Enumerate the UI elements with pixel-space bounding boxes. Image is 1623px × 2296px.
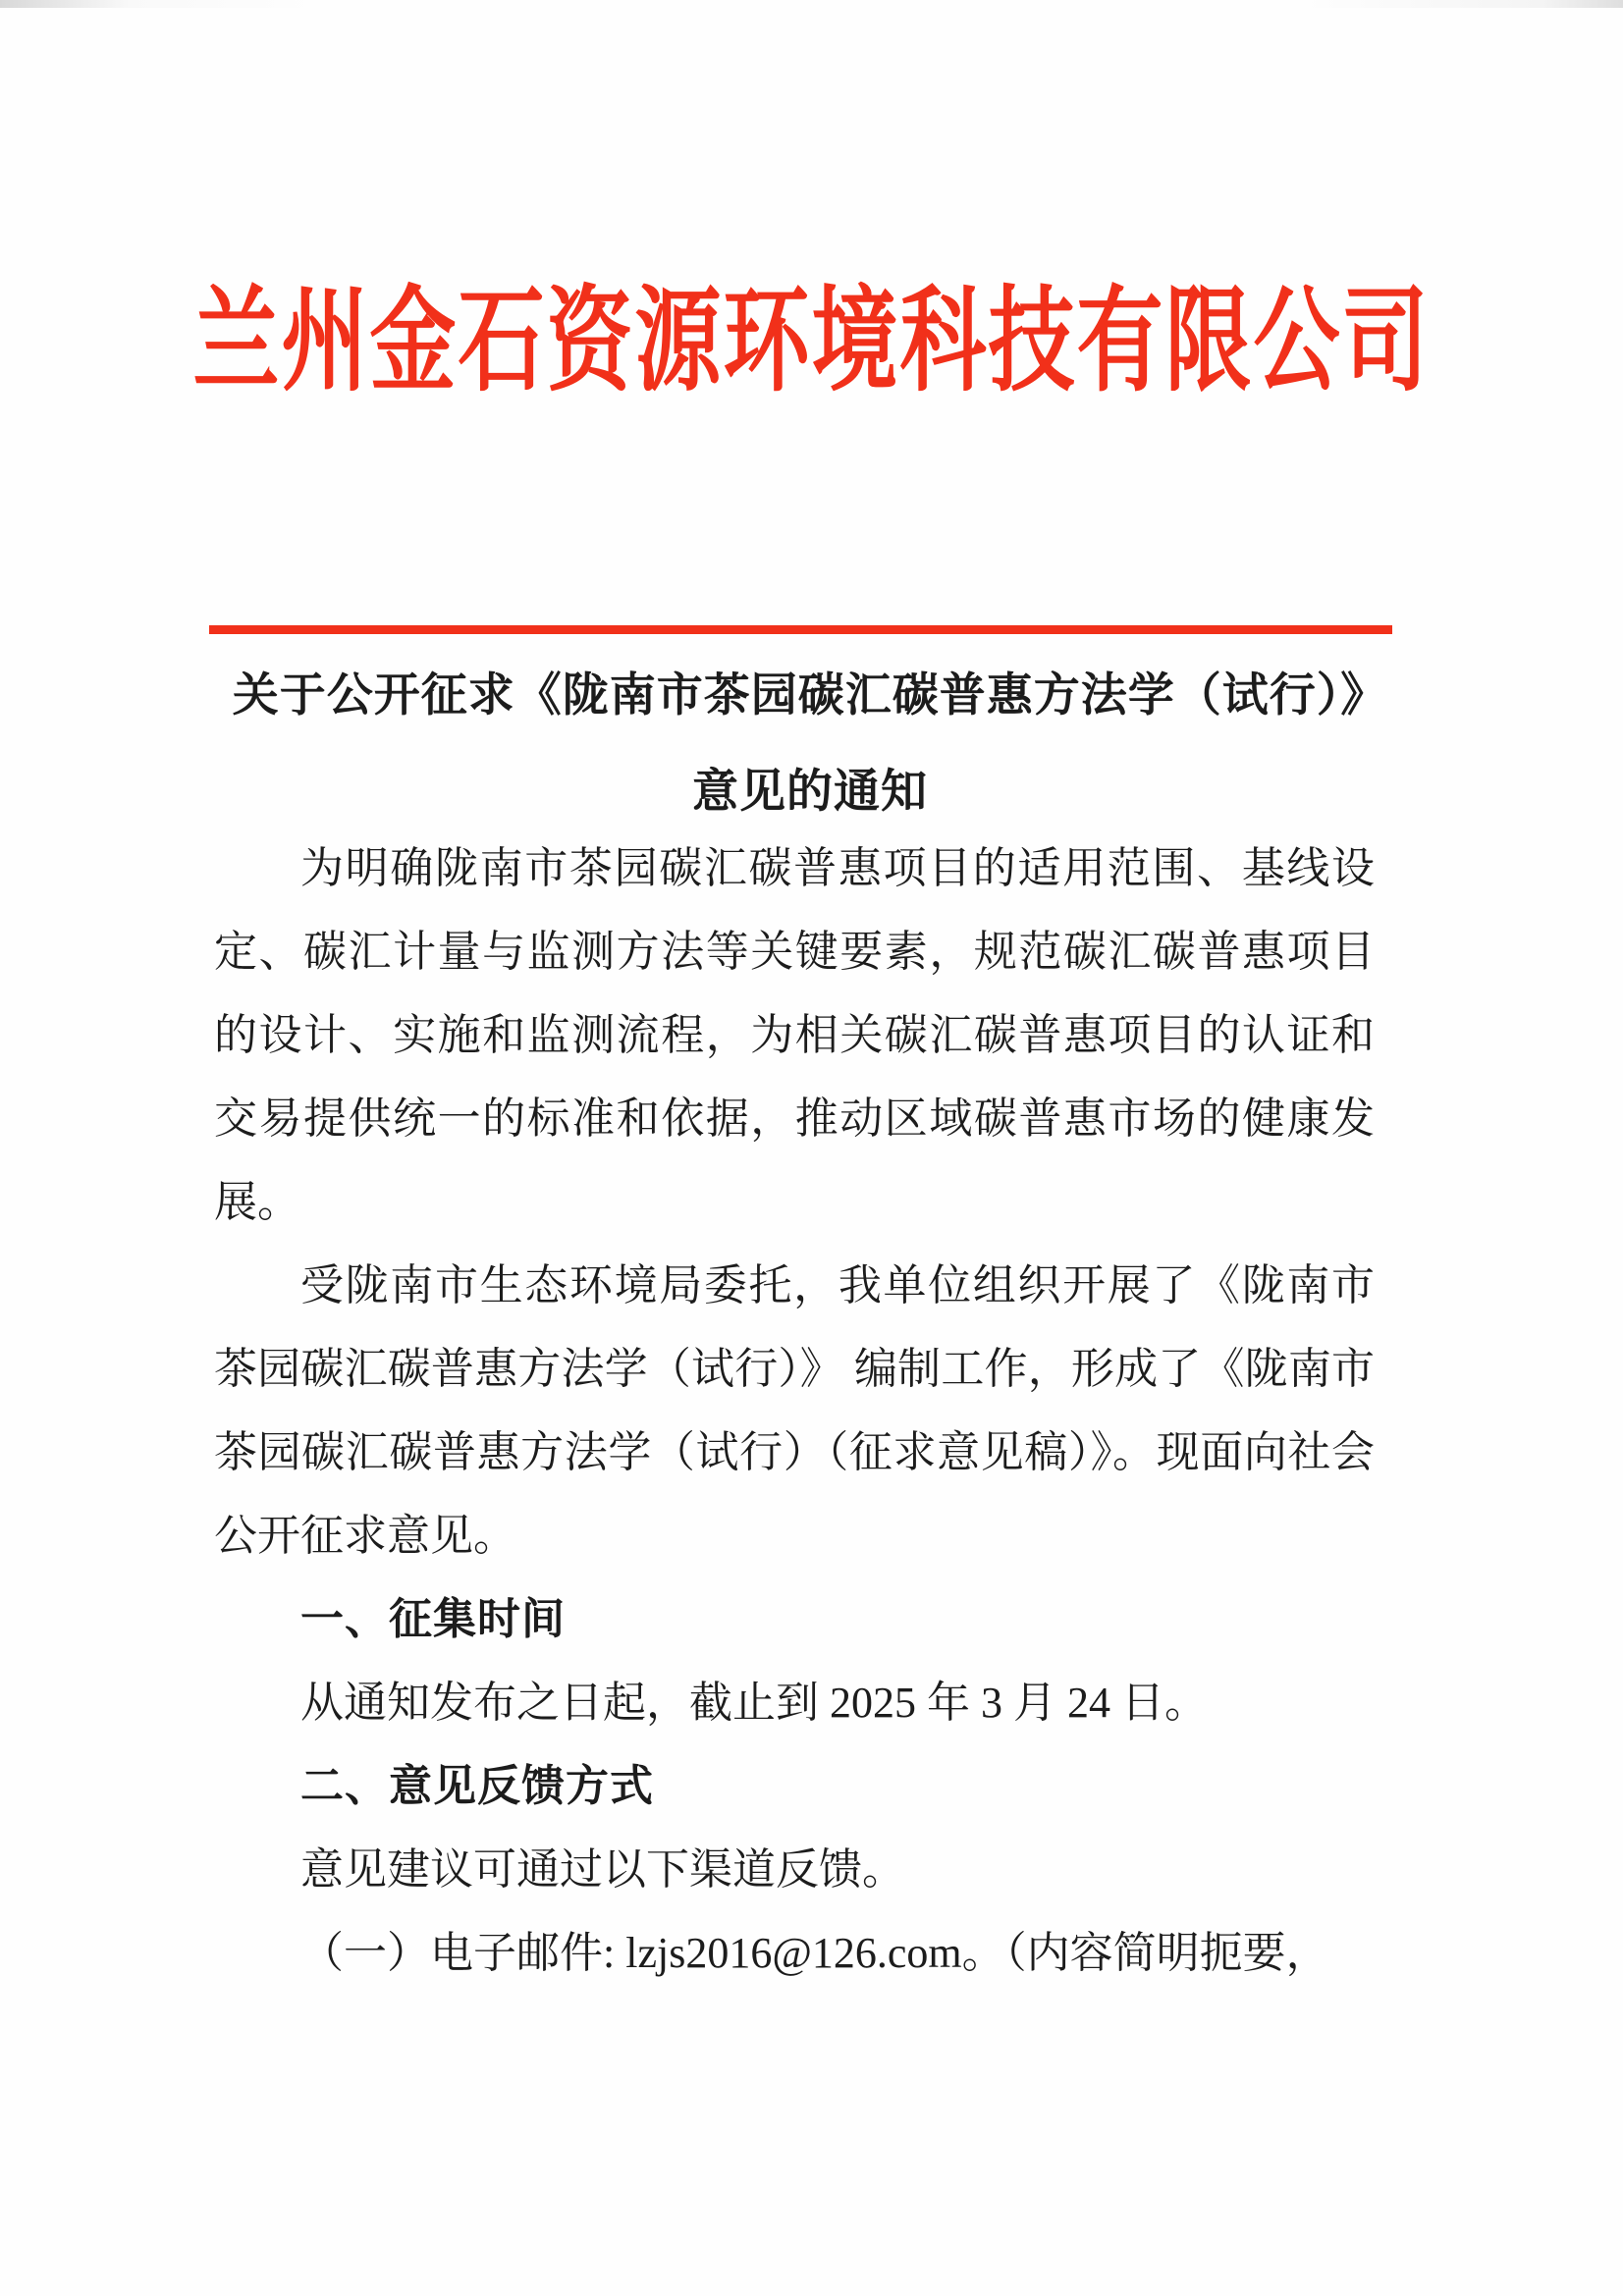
section1-text: 从通知发布之日起，截止到 2025 年 3 月 24 日。 — [300, 1679, 1208, 1727]
paragraph-intro: 为明确陇南市茶园碳汇碳普惠项目的适用范围、基线设定、碳汇计量与监测方法等关键要素，规范碳汇碳普惠项目的设计、实施和监测流程，为相关碳汇碳普惠项目的认证和交易提供统一的标准和依据，推动区域碳普惠市场的健康发展。 — [214, 844, 1375, 1226]
section2-intro: 意见建议可通过以下渠道反馈。 — [300, 1845, 905, 1894]
section1-heading: 一、征集时间 — [300, 1595, 566, 1643]
letterhead — [0, 250, 1623, 406]
letterhead-divider — [209, 625, 1392, 634]
company-name: 兰州金石资源环境科技有限公司 — [192, 280, 1431, 406]
document-title — [157, 648, 1463, 840]
section2-heading: 二、意见反馈方式 — [300, 1762, 654, 1810]
feedback-item-email: （一）电子邮件: lzjs2016@126.com。（内容简明扼要， — [300, 1929, 1329, 1977]
scan-artifact-top-edge — [0, 0, 1623, 8]
document-body — [214, 827, 1375, 1995]
document-title-line1: 关于公开征求《陇南市茶园碳汇碳普惠方法学（试行）》 — [232, 670, 1388, 721]
document-title-line2: 意见的通知 — [692, 767, 928, 818]
paragraph-background: 受陇南市生态环境局委托，我单位组织开展了《陇南市茶园碳汇碳普惠方法学（试行）》 编制工作，形成了《陇南市茶园碳汇碳普惠方法学（试行）（征求意见稿）》。现面向社会公开征求意见。 — [214, 1261, 1375, 1560]
